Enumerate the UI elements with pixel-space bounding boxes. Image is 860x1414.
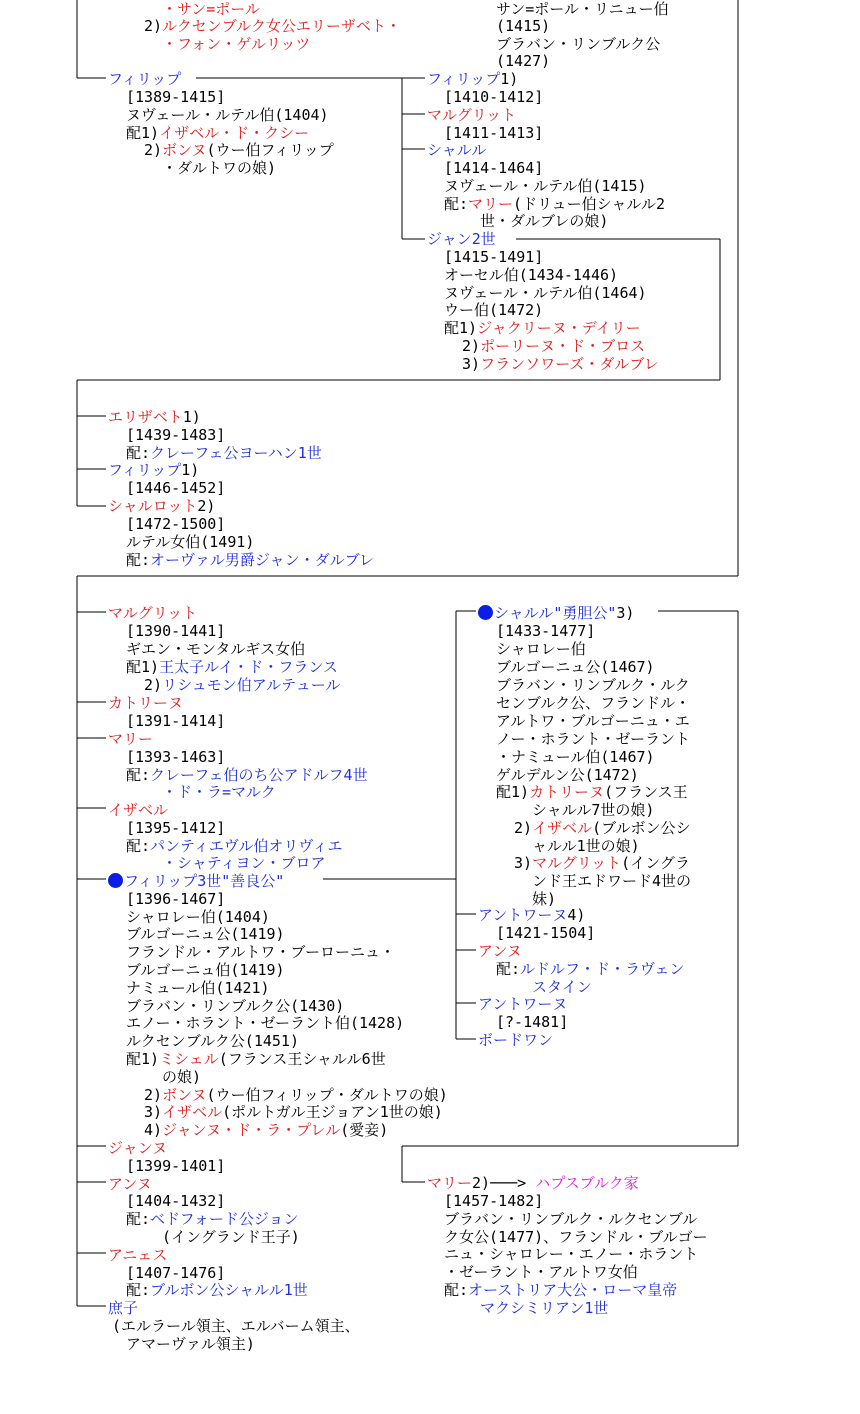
person-dates: [1457-1482]	[444, 1192, 544, 1210]
person-title: オーセル伯(1434-1446)	[444, 266, 619, 284]
spouse-prefix: 配:	[126, 837, 151, 855]
marker: 1)	[182, 408, 201, 426]
person-name[interactable]: フィリップ	[108, 461, 182, 479]
person-dates: [1393-1463]	[126, 748, 226, 766]
header-title-4: (1427)	[496, 52, 551, 70]
spouse-prefix: 配:	[444, 1281, 469, 1299]
person-marie-de-bourgogne	[427, 1174, 639, 1192]
person-dates: [1472-1500]	[126, 515, 226, 533]
person-title: ルテル女伯(1491)	[126, 533, 255, 551]
spouse-line	[514, 854, 690, 872]
spouse-note: (ブルボン公シ	[592, 819, 691, 837]
person-dates: [1415-1491]	[444, 248, 544, 266]
person-title: フランドル・アルトワ・ブーローニュ・	[126, 943, 395, 961]
dynasty-head-marker-icon	[108, 873, 123, 888]
spouse-line	[126, 1210, 299, 1228]
person-dates: [1446-1452]	[126, 479, 226, 497]
header-spouse-fragment: ・サン=ポール	[162, 0, 260, 18]
spouse-line	[126, 658, 338, 676]
person-dates: [1390-1441]	[126, 622, 226, 640]
house-link[interactable]: ハプスブルク家	[535, 1174, 639, 1192]
person-dates: [1396-1467]	[126, 890, 226, 908]
spouse-note-cont: 妹)	[532, 890, 557, 908]
spouse-prefix: 配:	[126, 551, 151, 569]
spouse-line	[144, 1121, 388, 1139]
person-name[interactable]: アンヌ	[108, 1175, 152, 1193]
child-line	[108, 497, 215, 515]
person-title: ヌヴェール・ルテル伯(1404)	[126, 106, 329, 124]
person-dates: [1391-1414]	[126, 712, 226, 730]
marker: 2)	[144, 17, 163, 35]
person-dates: [1407-1476]	[126, 1264, 226, 1282]
spouse-note-cont: ・ダルトワの娘)	[162, 159, 277, 177]
person-name: シャルル"勇胆公"	[494, 604, 617, 622]
spouse-name[interactable]: ボンヌ	[162, 141, 207, 159]
person-name[interactable]: 庶子	[108, 1299, 139, 1317]
spouse-line	[462, 355, 659, 373]
child-line	[108, 408, 201, 426]
person-title: ・ナミュール伯(1467)	[496, 748, 655, 766]
spouse-prefix: 配:	[496, 960, 521, 978]
child-line	[427, 70, 518, 88]
spouse-prefix: 2)	[514, 819, 533, 837]
person-title: ブラバン・リンブルク・ルク	[496, 676, 690, 694]
spouse-name[interactable]: ジャンヌ・ド・ラ・プレル	[162, 1121, 341, 1139]
spouse-line	[144, 141, 334, 159]
person-dates: [?-1481]	[496, 1013, 569, 1031]
person-title: ヌヴェール・ルテル伯(1464)	[444, 284, 647, 302]
spouse-name[interactable]: ジャクリーヌ・デイリー	[477, 319, 641, 337]
spouse-prefix: 2)	[144, 676, 163, 694]
spouse-note: (愛妾)	[340, 1121, 389, 1139]
header-spouse2-cont: ・フォン・ゲルリッツ	[162, 35, 311, 53]
spouse-line	[496, 960, 684, 978]
person-dates: [1399-1401]	[126, 1157, 226, 1175]
spouse-name[interactable]: ポーリーヌ・ド・ブロス	[480, 337, 646, 355]
spouse-prefix: 3)	[144, 1103, 163, 1121]
person-title: ブルゴーニュ伯(1419)	[126, 961, 285, 979]
spouse-prefix: 2)	[144, 141, 163, 159]
header-spouse2-line	[144, 17, 401, 35]
spouse-line	[126, 1050, 386, 1068]
person-title: ブルゴーニュ公(1419)	[126, 925, 285, 943]
person-title: ナミュール伯(1421)	[126, 979, 270, 997]
person-name: フィリップ3世"善良公"	[124, 872, 285, 890]
person-name[interactable]: マリー	[108, 730, 154, 748]
person-title: シャロレー伯(1404)	[126, 908, 270, 926]
spouse-prefix: 4)	[144, 1121, 163, 1139]
header-title-2: (1415)	[496, 17, 551, 35]
arrow-icon: ───>	[490, 1174, 527, 1192]
header-title-1: サン=ポール・リニュー伯	[496, 0, 669, 18]
spouse-name[interactable]: カトリーヌ	[529, 783, 605, 801]
spouse-name[interactable]: ルドルフ・ド・ラヴェン	[520, 960, 685, 978]
person-title: ギエン・モンタルギス女伯	[126, 640, 306, 658]
person-title: ルクセンブルク公(1451)	[126, 1032, 299, 1050]
spouse-name[interactable]: マリー	[468, 195, 514, 213]
spouse-name-cont: ・ド・ラ=マルク	[162, 783, 276, 801]
marker: 3)	[616, 604, 635, 622]
marker: 1)	[181, 461, 200, 479]
spouse-line	[514, 819, 691, 837]
person-title: ノー・ホラント・ゼーラント	[496, 730, 690, 748]
spouse-prefix: 配:	[126, 1210, 151, 1228]
spouse-note: (フランス王	[604, 783, 688, 801]
spouse-prefix: 配:	[126, 444, 151, 462]
person-title: ブラバン・リンブルク公(1430)	[126, 997, 345, 1015]
person-name[interactable]: シャルロット	[108, 497, 198, 515]
person-title: センブルク公、フランドル・	[496, 694, 691, 712]
spouse-prefix: 配1)	[496, 783, 530, 801]
person-name[interactable]: フィリップ	[427, 70, 501, 88]
person-title: アルトワ・ブルゴーニュ・エ	[496, 712, 690, 730]
person-name[interactable]: ジャン2世	[427, 230, 496, 248]
spouse-note-cont: の娘)	[162, 1068, 202, 1086]
person-name[interactable]: マルグリット	[108, 604, 198, 622]
spouse-line	[444, 1281, 677, 1299]
spouse-name[interactable]: 王太子ルイ・ド・フランス	[159, 658, 338, 676]
marker: 1)	[500, 70, 519, 88]
spouse-prefix: 配:	[126, 1281, 151, 1299]
spouse-note-cont: ャルル1世の娘)	[532, 837, 640, 855]
person-name[interactable]: マリー	[427, 1174, 473, 1192]
spouse-name[interactable]: イザベル	[162, 1103, 223, 1121]
person-philippe-le-bon[interactable]	[108, 872, 284, 890]
person-dates: [1395-1412]	[126, 819, 226, 837]
person-name[interactable]: アントワーヌ	[478, 995, 568, 1013]
spouse-note-cont: ンド王エドワード4世の	[532, 872, 692, 890]
spouse-name-cont: ・シャティヨン・ブロア	[162, 854, 326, 872]
person-name[interactable]: ジャンヌ	[108, 1139, 168, 1157]
spouse-prefix: 2)	[462, 337, 481, 355]
person-dates: [1421-1504]	[496, 924, 596, 942]
spouse-name-cont: マクシミリアン1世	[480, 1299, 609, 1317]
spouse-line	[144, 1086, 448, 1104]
spouse-prefix: 2)	[144, 1086, 163, 1104]
marker: 4)	[567, 906, 586, 924]
spouse-prefix: 配:	[444, 195, 469, 213]
spouse-line	[144, 676, 340, 694]
person-dates: [1414-1464]	[444, 159, 544, 177]
spouse-note: (ウー伯フィリップ・ダルトワの娘)	[206, 1086, 448, 1104]
spouse-line	[126, 766, 368, 784]
person-philippe-nevers[interactable]: フィリップ	[108, 70, 182, 88]
person-name[interactable]: エリザベト	[108, 408, 183, 426]
spouse-name[interactable]: パンティエヴル伯オリヴィエ	[150, 837, 343, 855]
spouse-line	[126, 124, 309, 142]
person-dates: [1404-1432]	[126, 1192, 226, 1210]
spouse-name[interactable]: フランソワーズ・ダルブレ	[480, 355, 659, 373]
spouse-note-cont: (イングランド王子)	[162, 1228, 300, 1246]
person-dates: [1389-1415]	[126, 88, 226, 106]
spouse-prefix: 配1)	[444, 319, 478, 337]
spouse-name[interactable]: クレーフェ公ヨーハン1世	[150, 444, 322, 462]
spouse-prefix: 配:	[126, 766, 151, 784]
person-title: ゲルデルン公(1472)	[496, 766, 639, 784]
person-title: ニュ・シャロレー・エノー・ホラント	[444, 1245, 699, 1263]
person-name[interactable]: アントワーヌ	[478, 906, 568, 924]
spouse-name[interactable]: オーヴァル男爵ジャン・ダルブレ	[150, 551, 374, 569]
marker: 2)	[472, 1174, 491, 1192]
spouse-note: (イングラ	[621, 854, 690, 872]
spouse-note: (フランス王シャルル6世	[218, 1050, 386, 1068]
child-line	[478, 906, 585, 924]
spouse-name[interactable]: イザベル・ド・クシー	[159, 124, 310, 142]
header-title-3: ブラバン・リンブルク公	[496, 35, 661, 53]
spouse-name[interactable]: イザベル	[532, 819, 593, 837]
person-title: ブルゴーニュ公(1467)	[496, 658, 655, 676]
spouse-note-cont: シャルル7世の娘)	[532, 801, 655, 819]
person-title: ヌヴェール・ルテル伯(1415)	[444, 177, 647, 195]
spouse-note: (ドリュー伯シャルル2	[513, 195, 665, 213]
spouse-name[interactable]: ブルボン公シャルル1世	[150, 1281, 308, 1299]
spouse-note-cont: 世・ダルブレの娘)	[480, 212, 609, 230]
spouse-prefix: 配1)	[126, 1050, 160, 1068]
spouse-line	[496, 783, 688, 801]
person-dates: [1439-1483]	[126, 426, 226, 444]
spouse-name[interactable]: ルクセンブルク女公エリーザベト・	[162, 17, 401, 35]
spouse-line	[444, 319, 641, 337]
spouse-line	[444, 195, 665, 213]
person-note: (エルラール領主、エルバーム領主、	[112, 1317, 360, 1335]
spouse-line	[126, 551, 374, 569]
person-name[interactable]: マルグリット	[427, 106, 517, 124]
person-title: ブラバン・リンブルク・ルクセンブル	[444, 1210, 698, 1228]
person-dates: [1411-1413]	[444, 124, 544, 142]
person-name[interactable]: シャルル	[427, 141, 487, 159]
spouse-name[interactable]: クレーフェ伯のち公アドルフ4世	[150, 766, 368, 784]
spouse-prefix: 3)	[462, 355, 481, 373]
spouse-prefix: 配1)	[126, 124, 160, 142]
spouse-line	[126, 1281, 308, 1299]
spouse-line	[126, 444, 322, 462]
spouse-name[interactable]: リシュモン伯アルテュール	[162, 676, 341, 694]
person-title: ク女公(1477)、フランドル・ブルゴー	[444, 1228, 708, 1246]
person-charles-le-temeraire[interactable]	[478, 604, 634, 622]
spouse-name[interactable]: ベドフォード公ジョン	[150, 1210, 299, 1228]
person-title: シャロレー伯	[496, 640, 586, 658]
person-name[interactable]: アンヌ	[478, 942, 522, 960]
person-name[interactable]: カトリーヌ	[108, 694, 184, 712]
person-title: エノー・ホラント・ゼーラント伯(1428)	[126, 1014, 405, 1032]
spouse-line	[126, 837, 342, 855]
dynasty-head-marker-icon	[478, 605, 493, 620]
person-name[interactable]: アニェス	[108, 1246, 168, 1264]
spouse-name-cont: スタイン	[532, 978, 592, 996]
marker: 2)	[197, 497, 216, 515]
person-name[interactable]: イザベル	[108, 801, 169, 819]
spouse-name[interactable]: ボンヌ	[162, 1086, 207, 1104]
spouse-prefix: 配1)	[126, 658, 160, 676]
person-dates: [1410-1412]	[444, 88, 544, 106]
spouse-note: (ウー伯フィリップ	[206, 141, 334, 159]
spouse-name[interactable]: オーストリア大公・ローマ皇帝	[468, 1281, 678, 1299]
spouse-prefix: 3)	[514, 854, 533, 872]
person-title: ・ゼーラント・アルトワ女伯	[444, 1263, 638, 1281]
spouse-line	[144, 1103, 443, 1121]
child-line	[108, 461, 199, 479]
person-dates: [1433-1477]	[496, 622, 596, 640]
person-title: ウー伯(1472)	[444, 301, 544, 319]
person-name[interactable]: ボードワン	[478, 1031, 554, 1049]
spouse-name[interactable]: ミシェル	[159, 1050, 219, 1068]
spouse-note: (ポルトガル王ジョアン1世の娘)	[222, 1103, 443, 1121]
spouse-line	[462, 337, 645, 355]
spouse-name[interactable]: マルグリット	[532, 854, 622, 872]
person-note: アマーヴァル領主)	[126, 1335, 255, 1353]
